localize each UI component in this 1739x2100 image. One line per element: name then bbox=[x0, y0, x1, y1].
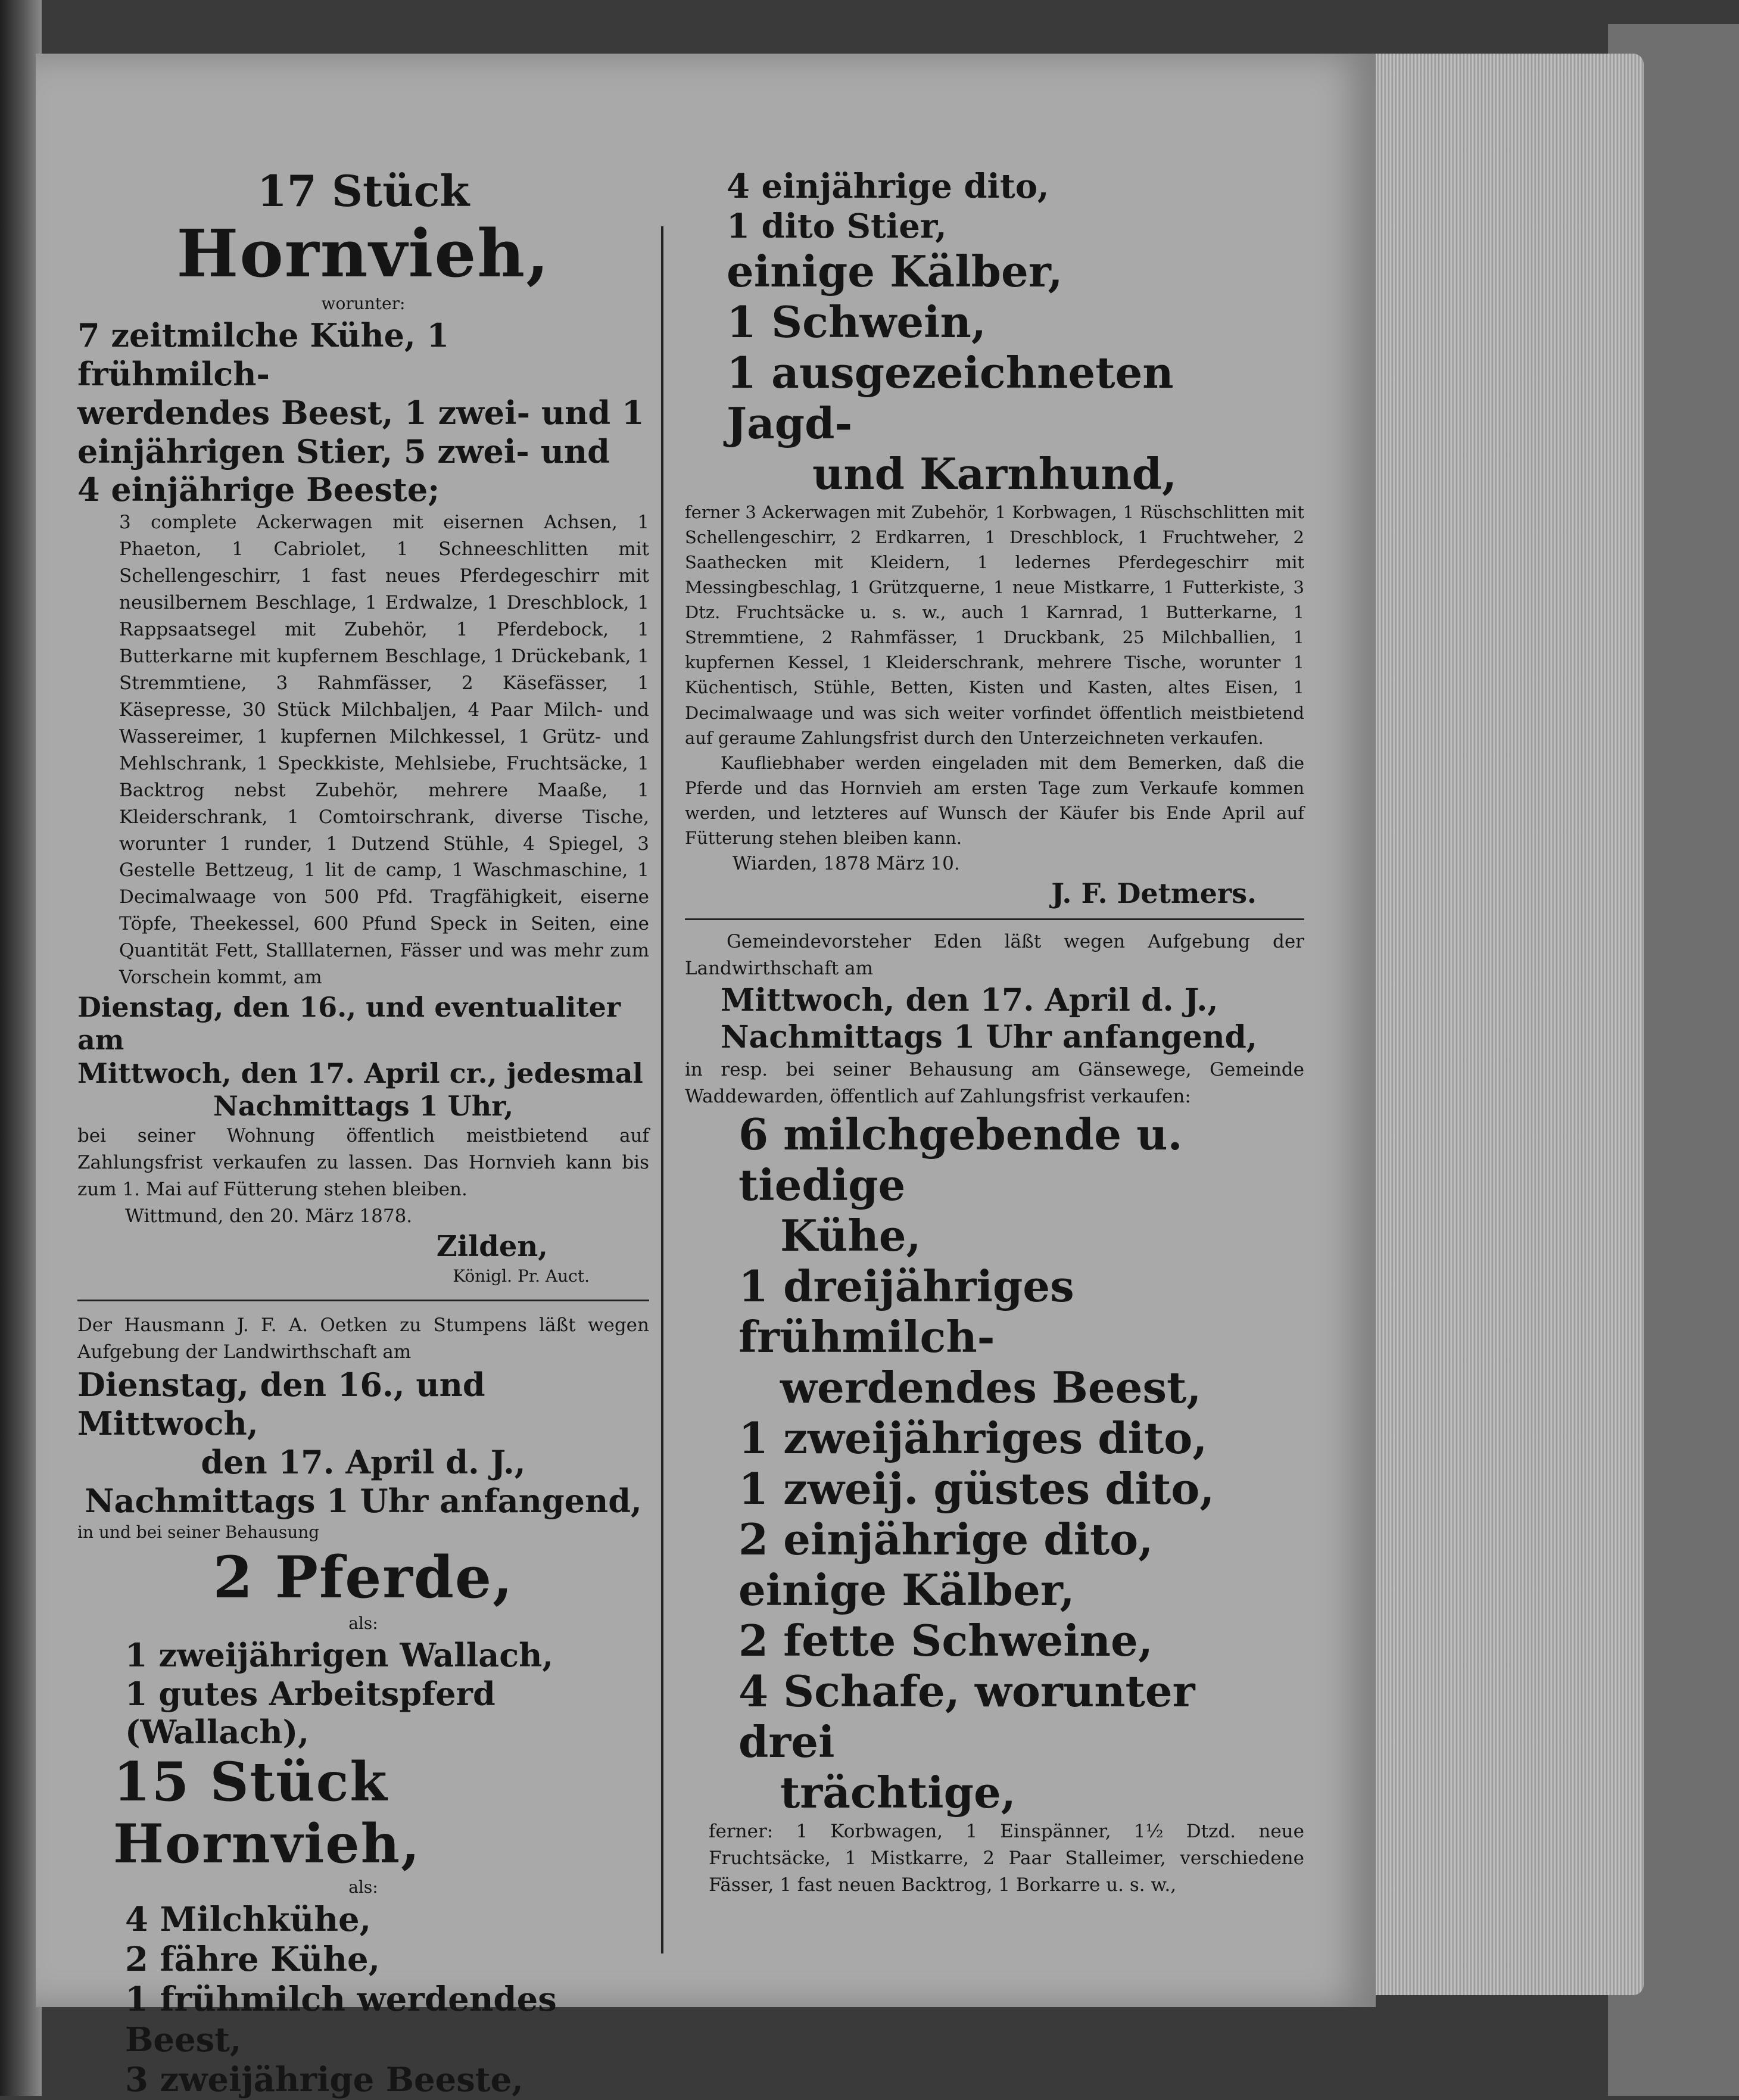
auction-date: Dienstag, den 16., und Mittwoch, bbox=[77, 1366, 485, 1442]
ad-signer: Zilden, bbox=[436, 1229, 548, 1263]
auction-date: Mittwoch, den 17. April cr., jedesmal bbox=[77, 1057, 643, 1089]
auction-time: Nachmittags 1 Uhr, bbox=[213, 1089, 514, 1122]
ad-waddewarden bbox=[685, 929, 1304, 1899]
bold-line: werdendes Beest, 1 zwei- und 1 bbox=[77, 393, 644, 432]
left-column bbox=[77, 167, 649, 2100]
cattle-item: 4 Milchkühe, bbox=[125, 1900, 372, 1940]
ad-body: 3 complete Ackerwagen mit eisernen Achsen, 1 Phaeton, 1 Cabriolet, 1 Schneeschlitten mit Schellengeschirr, 1 fast neues Pferdegeschirr mit neusilbernem Beschlage, 1 Erdwalze, 1 Dreschblock, 1 Rappsaatsegel mit Zubehör, 1 Pferdebock, 1 Butterkarne mit kupfernem Beschlage, 1 Drückebank, 1 Stremmtiene, 3 Rahmfässer, 2 Käsefässer, 1 Käsepresse, 30 Stück Milchbaljen, 4 Paar Milch- und Wassereimer, 1 kupfernen Milchkessel, 1 Grütz- und Mehlschrank, 1 Speckkiste, Mehlsiebe, Fruchtsäcke, 1 Backtrog nebst Zubehör, mehrere Maaße, 1 Kleiderschrank, 1 Comtoirschrank, diverse Tische, worunter 1 runder, 1 Dutzend Stühle, 4 Spiegel, 3 Gestelle Bettzeug, 1 lit de camp, 1 Waschmaschine, 1 Decimalwaage von 500 Pfd. Tragfähigkeit, eiserne Töpfe, Theekessel, 600 Pfund Speck in Seiten, eine Quantität Fett, Stalllaternen, Fässer und was mehr zum Vorschein kommt, am bbox=[119, 512, 649, 989]
auction-date: den 17. April d. J., bbox=[201, 1442, 526, 1481]
auction-date: Mittwoch, den 17. April d. J., bbox=[721, 982, 1218, 1018]
ad-separator bbox=[77, 1300, 649, 1301]
cattle-heading: 15 Stück Hornvieh, bbox=[113, 1750, 421, 1875]
list-item: 1 ausgezeichneten Jagd- bbox=[727, 347, 1174, 449]
cattle-item: 1 frühmilch werdendes Beest, bbox=[125, 1980, 557, 2060]
cattle-item: 3 zweijährige Beeste, bbox=[125, 2060, 523, 2099]
list-item: 1 dito Stier, bbox=[727, 207, 947, 247]
right-column bbox=[685, 167, 1304, 1899]
sale-item: einige Kälber, bbox=[738, 1565, 1075, 1616]
list-item: einige Kälber, bbox=[727, 246, 1063, 297]
list-item: 1 Schwein, bbox=[727, 297, 986, 348]
horse-item: 1 zweijährigen Wallach, bbox=[125, 1635, 554, 1674]
head-count: 17 Stück bbox=[257, 166, 470, 216]
sale-item: 1 zweijähriges dito, bbox=[738, 1413, 1208, 1464]
ad-place-date: Wittmund, den 20. März 1878. bbox=[125, 1205, 413, 1227]
ad-note: Kaufliebhaber werden eingeladen mit dem Bemerken, daß die Pferde und das Hornvieh am ersten Tage zum Verkaufe kommen werden, und letzteres auf Wunsch der Käufer bis Ende April auf Fütterung stehen bleiben kann. bbox=[685, 752, 1304, 848]
cattle-item: 2 fähre Kühe, bbox=[125, 1940, 381, 1980]
ad-location: in und bei seiner Behausung bbox=[77, 1522, 320, 1543]
bold-line: 7 zeitmilche Kühe, 1 frühmilch- bbox=[77, 316, 450, 394]
ad-intro: Gemeindevorsteher Eden läßt wegen Aufgebung der Landwirthschaft am bbox=[685, 930, 1304, 979]
bold-line: einjährigen Stier, 5 zwei- und bbox=[77, 432, 610, 471]
ad-body: ferner 3 Ackerwagen mit Zubehör, 1 Korbwagen, 1 Rüschschlitten mit Schellengeschirr, 2 Erdkarren, 1 Dreschblock, 1 Fruchtweher, 2 Saathecken mit Kleidern, 1 ledernes Pferdegeschirr mit Messingbeschlag, 1 Grützquerne, 1 neue Mistkarre, 1 Futterkiste, 3 Dtz. Fruchtsäcke u. s. w., auch 1 Karnrad, 1 Butterkarne, 1 Stremmtiene, 2 Rahmfässer, 1 Druckbank, 25 Milchballien, 1 kupfernen Kessel, 1 Kleiderschrank, mehrere Tische, worunter 1 Küchentisch, Stühle, Betten, Kisten und Kasten, altes Eisen, 1 Decimalwaage und was sich weiter vorfindet öffentlich meistbietend auf geraume Zahlungsfrist durch den Unterzeichneten verkaufen. bbox=[685, 502, 1304, 748]
horses-heading: 2 Pferde, bbox=[213, 1544, 514, 1612]
page-edges bbox=[1364, 54, 1644, 1995]
ad-stumpens bbox=[77, 1312, 649, 2100]
worunter-label: worunter: bbox=[321, 294, 406, 314]
head-title: Hornvieh, bbox=[176, 214, 550, 292]
sale-item: trächtige, bbox=[780, 1766, 1016, 1818]
auction-time: Nachmittags 1 Uhr anfangend, bbox=[85, 1481, 642, 1520]
sale-item: 2 einjährige dito, bbox=[738, 1514, 1154, 1565]
auction-time: Nachmittags 1 Uhr anfangend, bbox=[721, 1019, 1257, 1056]
als-label: als: bbox=[348, 1877, 378, 1898]
sale-item: 4 Schafe, worunter drei bbox=[738, 1665, 1195, 1767]
ad-wiarden-continued bbox=[685, 167, 1304, 910]
ad-footer: ferner: 1 Korbwagen, 1 Einspänner, 1½ Dtzd. neue Fruchtsäcke, 1 Mistkarre, 2 Paar Stalleimer, verschiedene Fässer, 1 fast neuen Backtrog, 1 Borkarre u. s. w., bbox=[709, 1820, 1304, 1896]
sale-item: Kühe, bbox=[780, 1210, 921, 1261]
ad-place-date: Wiarden, 1878 März 10. bbox=[733, 852, 960, 874]
ad-terms: bei seiner Wohnung öffentlich meistbietend auf Zahlungsfrist verkaufen zu lassen. Das Hornvieh kann bis zum 1. Mai auf Fütterung stehen bleiben. bbox=[77, 1124, 649, 1200]
list-item: und Karnhund, bbox=[812, 448, 1177, 500]
bold-line: 4 einjährige Beeste; bbox=[77, 471, 440, 509]
sale-item: 1 dreijähriges frühmilch- bbox=[738, 1261, 1074, 1363]
ad-intro: Der Hausmann J. F. A. Oetken zu Stumpens läßt wegen Aufgebung der Landwirthschaft am bbox=[77, 1314, 649, 1363]
horse-item: 1 gutes Arbeitspferd (Wallach), bbox=[125, 1674, 495, 1752]
sale-item: 6 milchgebende u. tiedige bbox=[738, 1109, 1183, 1211]
ad-location: in resp. bei seiner Behausung am Gänsewege, Gemeinde Waddewarden, öffentlich auf Zahlungsfrist verkaufen: bbox=[685, 1058, 1304, 1107]
list-item: 4 einjährige dito, bbox=[727, 167, 1049, 206]
auction-date: Dienstag, den 16., und eventualiter am bbox=[77, 991, 621, 1057]
ad-signer-title: Königl. Pr. Auct. bbox=[453, 1266, 590, 1286]
newspaper-page bbox=[36, 54, 1376, 2099]
ad-wittmund bbox=[77, 167, 649, 1289]
sale-item: werdendes Beest, bbox=[780, 1362, 1202, 1413]
sale-item: 2 fette Schweine, bbox=[738, 1615, 1153, 1666]
sale-item: 1 zweij. güstes dito, bbox=[738, 1463, 1215, 1515]
ad-signer: J. F. Detmers. bbox=[1051, 877, 1257, 909]
column-divider bbox=[661, 226, 663, 1953]
ad-separator bbox=[685, 918, 1304, 920]
als-label: als: bbox=[348, 1613, 378, 1633]
